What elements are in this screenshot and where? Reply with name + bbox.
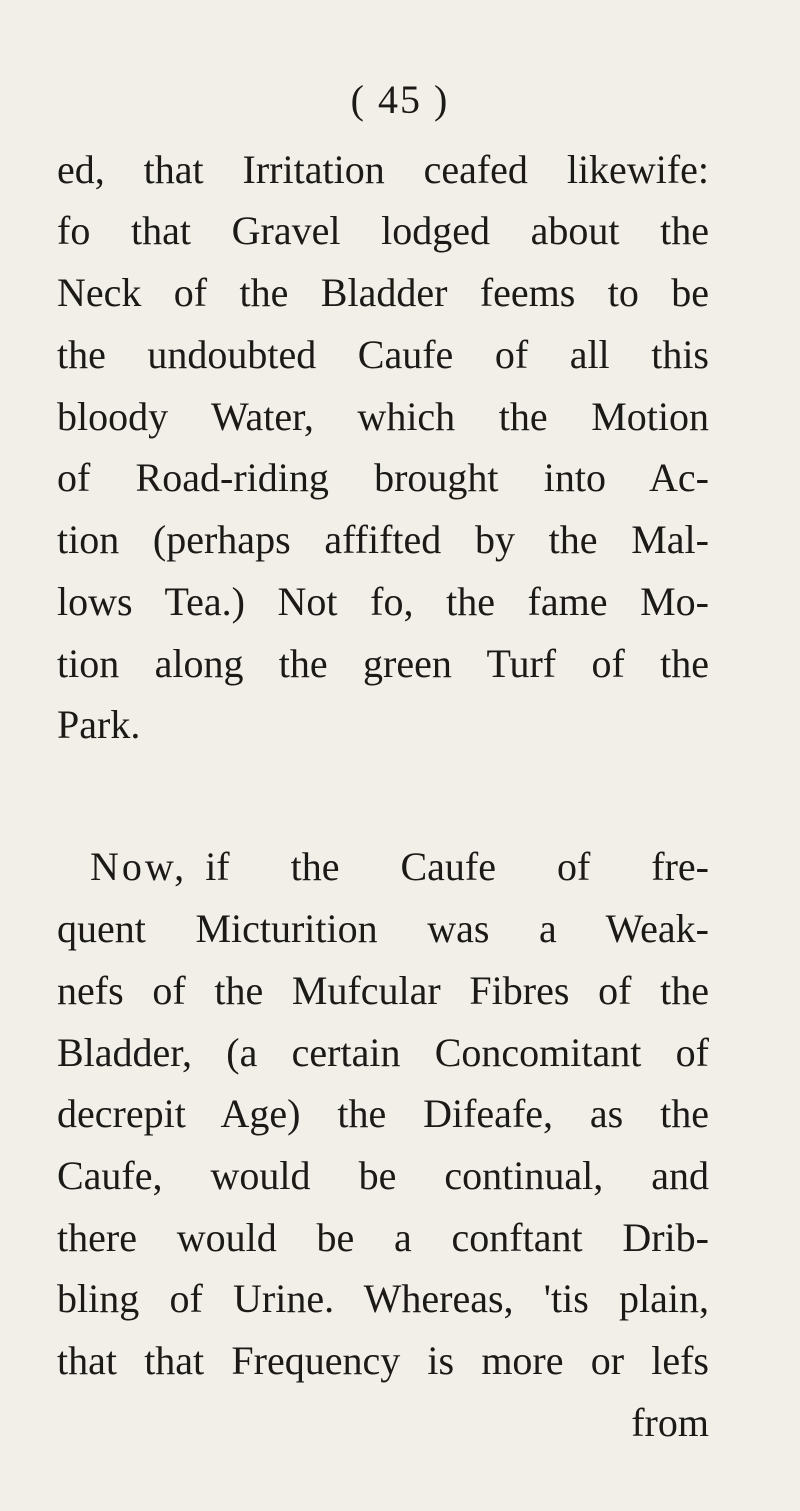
text-line: Bladder, (a certain Concomitant of bbox=[57, 1030, 709, 1075]
text-line: Neck of the Bladder feems to be bbox=[57, 270, 709, 315]
text-line: tion along the green Turf of the bbox=[57, 641, 709, 686]
text-line: decrepit Age) the Difeafe, as the bbox=[57, 1091, 709, 1136]
text-line: bloody Water, which the Motion bbox=[57, 394, 709, 439]
text-line: ed, that Irritation ceafed likewife: bbox=[57, 147, 709, 192]
text-line: of Road-riding brought into Ac- bbox=[57, 455, 709, 500]
paragraph-first-line bbox=[90, 838, 709, 896]
text-line: the undoubted Caufe of all this bbox=[57, 332, 709, 377]
text-line: bling of Urine. Whereas, 'tis plain, bbox=[57, 1276, 709, 1321]
text-line: Caufe, would be continual, and bbox=[57, 1153, 709, 1198]
page-number: ( 45 ) bbox=[350, 77, 450, 122]
text-line: Park. bbox=[57, 702, 141, 747]
text-line: tion (perhaps affifted by the Mal- bbox=[57, 517, 709, 562]
text-line: if the Caufe of fre- bbox=[205, 844, 709, 889]
text-line: lows Tea.) Not fo, the fame Mo- bbox=[57, 579, 709, 624]
text-line: fo that Gravel lodged about the bbox=[57, 208, 709, 253]
text-line: there would be a conftant Drib- bbox=[57, 1215, 709, 1260]
catchword: from bbox=[631, 1400, 709, 1445]
text-line: quent Micturition was a Weak- bbox=[57, 906, 709, 951]
lead-word: Now, bbox=[90, 844, 188, 889]
text-line: that that Frequency is more or lefs bbox=[57, 1338, 709, 1383]
text-line: nefs of the Mufcular Fibres of the bbox=[57, 968, 709, 1013]
